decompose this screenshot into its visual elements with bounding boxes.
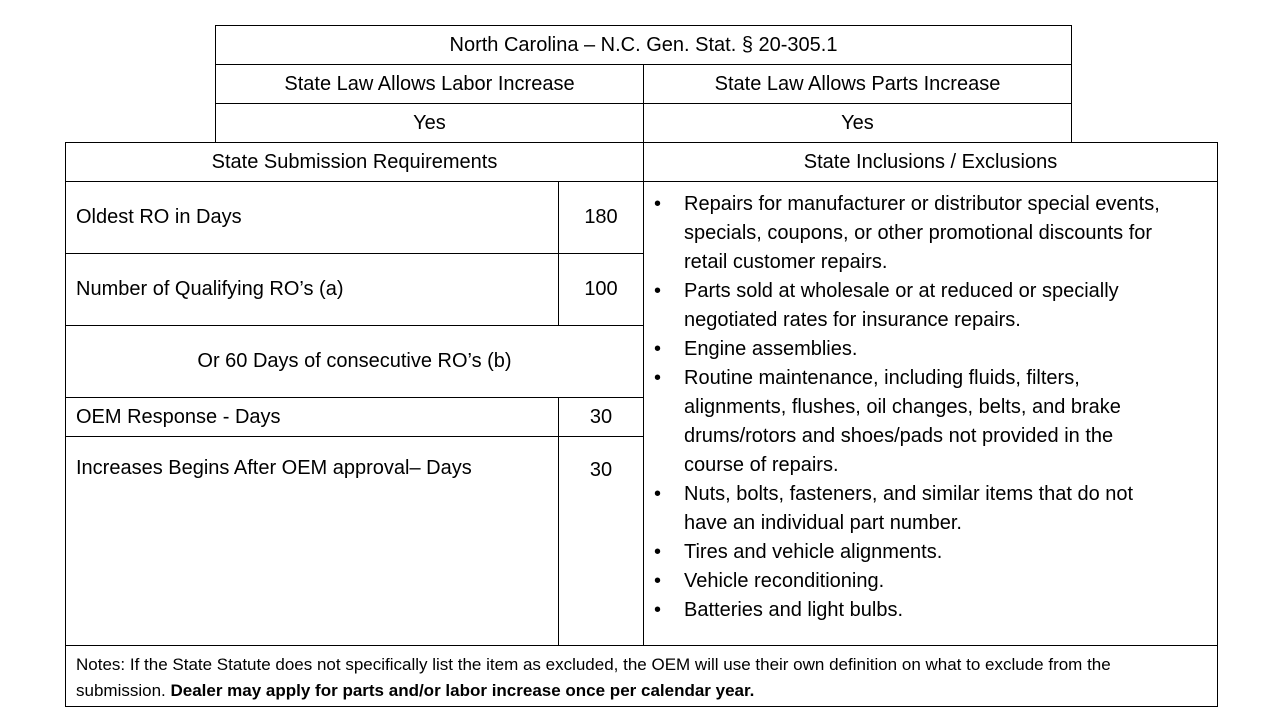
notes-bold-text: Dealer may apply for parts and/or labor increase once per calendar year.	[170, 681, 755, 700]
list-item: • Tires and vehicle alignments.	[654, 538, 1177, 567]
labor-increase-header: State Law Allows Labor Increase	[284, 72, 575, 95]
oem-response-label-cell	[65, 397, 559, 437]
parts-increase-value-cell	[643, 103, 1072, 143]
submission-requirements-header-cell	[65, 142, 644, 182]
consecutive-ros-cell	[65, 325, 644, 398]
qualifying-ros-value-cell	[558, 253, 644, 326]
increase-begins-value: 30	[589, 459, 613, 481]
oldest-ro-value: 180	[584, 206, 618, 228]
increase-begins-label: Increases Begins After OEM approval– Days	[76, 457, 472, 479]
increase-begins-label-cell	[65, 436, 559, 646]
submission-requirements-header: State Submission Requirements	[211, 150, 498, 173]
list-item: • Engine assemblies.	[654, 335, 1177, 364]
parts-increase-header-cell	[643, 64, 1072, 104]
qualifying-ros-value: 100	[584, 278, 618, 300]
oldest-ro-label: Oldest RO in Days	[76, 206, 242, 228]
list-item: • Routine maintenance, including fluids, filters, alignments, flushes, oil changes, belts, and brake drums/rotors and shoes/pads not provided in the course of repairs.	[654, 364, 1177, 480]
oem-response-value-cell	[558, 397, 644, 437]
labor-increase-value-cell	[215, 103, 644, 143]
inclusions-exclusions-cell	[643, 181, 1218, 646]
inclusions-exclusions-header: State Inclusions / Exclusions	[803, 150, 1058, 173]
notes-text: Notes: If the State Statute does not specifically list the item as excluded, the OEM will use their own definition on what to exclude from the submission.	[76, 655, 1111, 700]
increase-begins-value-cell	[558, 436, 644, 646]
oem-response-value: 30	[589, 405, 613, 428]
qualifying-ros-label: Number of Qualifying RO’s (a)	[76, 278, 344, 300]
list-item: • Batteries and light bulbs.	[654, 596, 1177, 625]
parts-increase-value: Yes	[841, 111, 874, 134]
labor-increase-header-cell	[215, 64, 644, 104]
inclusions-exclusions-header-cell	[643, 142, 1218, 182]
inclusions-list	[654, 190, 1177, 625]
consecutive-ros-label: Or 60 Days of consecutive RO’s (b)	[197, 350, 512, 372]
parts-increase-header: State Law Allows Parts Increase	[714, 72, 1001, 95]
state-title: North Carolina – N.C. Gen. Stat. § 20-305.1	[449, 33, 838, 56]
oldest-ro-value-cell	[558, 181, 644, 254]
qualifying-ros-label-cell	[65, 253, 559, 326]
list-item: • Repairs for manufacturer or distributor special events, specials, coupons, or other promotional discounts for retail customer repairs.	[654, 190, 1177, 277]
list-item: • Vehicle reconditioning.	[654, 567, 1177, 596]
labor-increase-value: Yes	[413, 111, 446, 134]
state-title-cell	[215, 25, 1072, 65]
oem-response-label: OEM Response - Days	[76, 405, 281, 428]
oldest-ro-label-cell	[65, 181, 559, 254]
notes-cell	[65, 645, 1218, 707]
list-item: • Nuts, bolts, fasteners, and similar items that do not have an individual part number.	[654, 480, 1177, 538]
list-item: • Parts sold at wholesale or at reduced or specially negotiated rates for insurance repairs.	[654, 277, 1177, 335]
